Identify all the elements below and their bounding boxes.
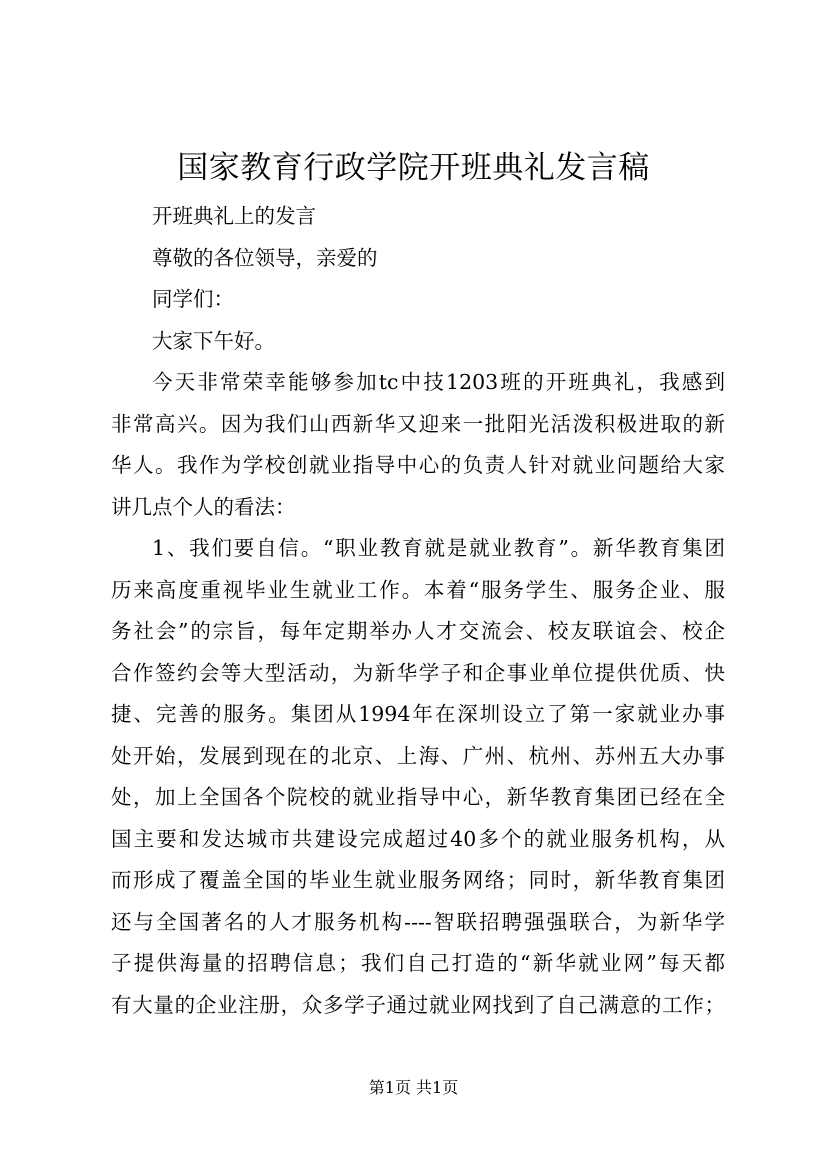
body-line: 而形成了覆盖全国的毕业生就业服务网络；同时，新华教育集团 xyxy=(111,868,725,892)
body-line: 务社会”的宗旨，每年定期举办人才交流会、校友联谊会、校企 xyxy=(111,619,725,643)
document-body xyxy=(111,196,725,1026)
body-line: 尊敬的各位领导，亲爱的 xyxy=(152,245,378,270)
page-number: 第1页 共1页 xyxy=(368,1078,459,1097)
body-line: 1、我们要自信。“职业教育就是就业教育”。新华教育集团 xyxy=(152,536,725,560)
body-line: 非常高兴。因为我们山西新华又迎来一批阳光活泼积极进取的新 xyxy=(111,411,725,436)
document-title: 国家教育行政学院开班典礼发言稿 xyxy=(177,150,650,186)
body-line: 开班典礼上的发言 xyxy=(152,204,316,228)
body-line: 处，加上全国各个院校的就业指导中心，新华教育集团已经在全 xyxy=(111,785,725,809)
body-line: 捷、完善的服务。集团从1994年在深圳设立了第一家就业办事 xyxy=(111,702,725,726)
body-line: 有大量的企业注册，众多学子通过就业网找到了自己满意的工作； xyxy=(111,992,725,1017)
body-line: 历来高度重视毕业生就业工作。本着“服务学生、服务企业、服 xyxy=(111,577,725,602)
body-line: 华人。我作为学校创就业指导中心的负责人针对就业问题给大家 xyxy=(111,453,725,477)
body-line: 大家下午好。 xyxy=(152,328,275,353)
body-line: 子提供海量的招聘信息；我们自己打造的“新华就业网”每天都 xyxy=(111,951,725,975)
body-line: 讲几点个人的看法： xyxy=(111,494,296,519)
body-line: 处开始，发展到现在的北京、上海、广州、杭州、苏州五大办事 xyxy=(111,743,725,768)
body-line: 国主要和发达城市共建设完成超过40多个的就业服务机构，从 xyxy=(111,826,725,851)
body-line: 今天非常荣幸能够参加tc中技1203班的开班典礼，我感到 xyxy=(152,370,725,394)
body-line: 还与全国著名的人才服务机构----智联招聘强强联合，为新华学 xyxy=(111,909,725,934)
body-line: 同学们： xyxy=(152,287,234,311)
body-line: 合作签约会等大型活动，为新华学子和企事业单位提供优质、快 xyxy=(111,660,725,685)
